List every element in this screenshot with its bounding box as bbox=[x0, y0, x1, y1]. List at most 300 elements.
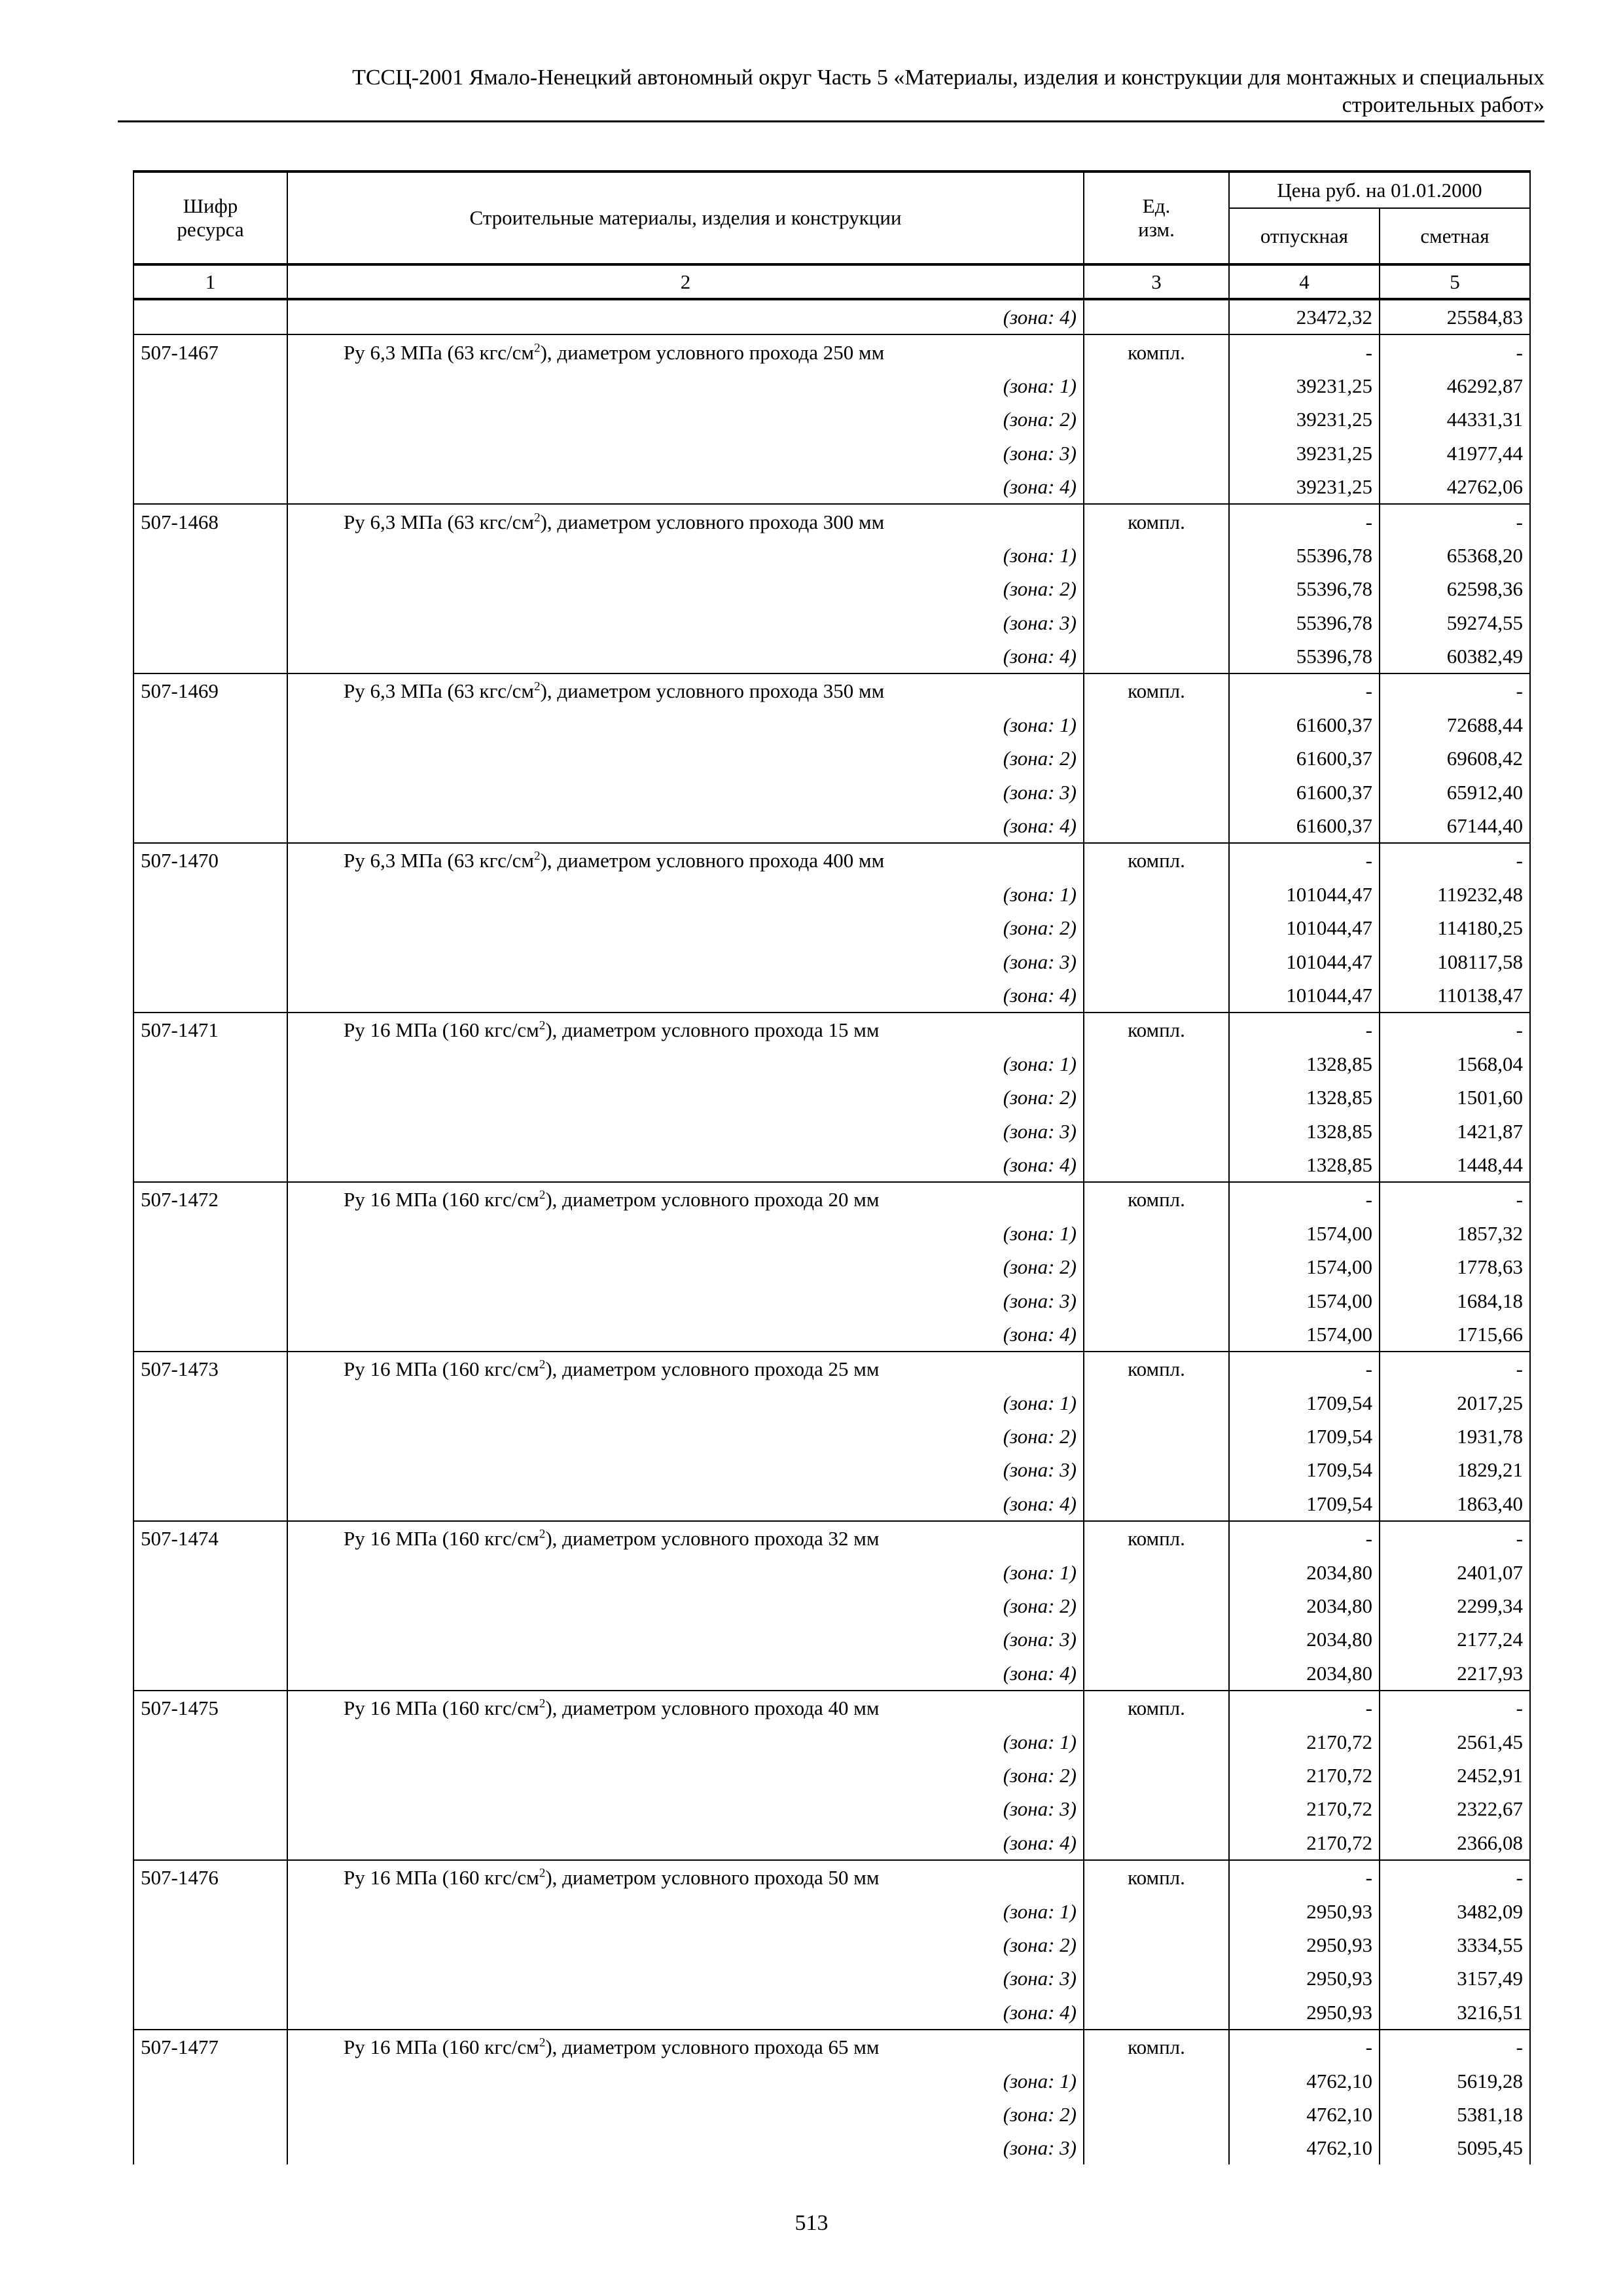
unit bbox=[1084, 1623, 1229, 1656]
running-header-line-1: ТССЦ-2001 Ямало-Ненецкий автономный округ Часть 5 «Материалы, изделия и конструкции для монтажных и специальных bbox=[352, 65, 1544, 90]
release-price: 1328,85 bbox=[1229, 1047, 1380, 1081]
unit bbox=[1084, 1386, 1229, 1420]
zone-number: 4 bbox=[1060, 645, 1070, 668]
zone-suffix: ) bbox=[1069, 2136, 1077, 2160]
release-price: 1709,54 bbox=[1229, 1453, 1380, 1486]
table-row-zone bbox=[134, 470, 1530, 504]
table-row-resource bbox=[134, 1352, 1530, 1386]
zone-suffix: ) bbox=[1069, 2000, 1077, 2024]
resource-code bbox=[134, 572, 287, 605]
unit: компл. bbox=[1084, 1860, 1229, 1894]
zone-number: 2 bbox=[1060, 1763, 1070, 1787]
zone-number: 3 bbox=[1060, 1797, 1070, 1821]
resource-code bbox=[134, 1047, 287, 1081]
table-row-zone bbox=[134, 1589, 1530, 1623]
estimate-price: 119232,48 bbox=[1380, 878, 1530, 911]
estimate-price: 2452,91 bbox=[1380, 1759, 1530, 1792]
unit: компл. bbox=[1084, 673, 1229, 708]
release-price: - bbox=[1229, 1013, 1380, 1047]
unit bbox=[1084, 1081, 1229, 1114]
resource-code bbox=[134, 1114, 287, 1147]
resource-code: 507-1474 bbox=[134, 1521, 287, 1555]
resource-code bbox=[134, 742, 287, 775]
release-price: - bbox=[1229, 1182, 1380, 1216]
description-part: 2 bbox=[539, 1866, 546, 1880]
zone-number: 3 bbox=[1060, 1967, 1070, 1990]
zone-prefix: (зона: bbox=[1003, 950, 1060, 973]
unit bbox=[1084, 809, 1229, 843]
zone-label bbox=[287, 639, 1084, 673]
release-price: 61600,37 bbox=[1229, 742, 1380, 775]
unit bbox=[1084, 1962, 1229, 1995]
table-row-zone bbox=[134, 369, 1530, 403]
zone-number: 4 bbox=[1060, 1661, 1070, 1685]
zone-label bbox=[287, 1657, 1084, 1691]
zone-number: 4 bbox=[1060, 2000, 1070, 2024]
column-header-price: Цена руб. на 01.01.2000 bbox=[1229, 171, 1530, 208]
table-row-zone bbox=[134, 1996, 1530, 2030]
zone-suffix: ) bbox=[1069, 645, 1077, 668]
estimate-price: 46292,87 bbox=[1380, 369, 1530, 403]
resource-description bbox=[287, 504, 1084, 538]
release-price: - bbox=[1229, 334, 1380, 368]
estimate-price: 1501,60 bbox=[1380, 1081, 1530, 1114]
resource-code: 507-1467 bbox=[134, 334, 287, 368]
estimate-price: 1778,63 bbox=[1380, 1250, 1530, 1283]
resource-code bbox=[134, 1759, 287, 1792]
resource-code bbox=[134, 1217, 287, 1250]
zone-suffix: ) bbox=[1069, 1933, 1077, 1956]
zone-number: 3 bbox=[1060, 611, 1070, 634]
release-price: - bbox=[1229, 1691, 1380, 1725]
zone-prefix: (зона: bbox=[1003, 1086, 1060, 1109]
unit bbox=[1084, 978, 1229, 1013]
resource-code bbox=[134, 944, 287, 978]
zone-number: 3 bbox=[1060, 1458, 1070, 1482]
price-table-body bbox=[134, 299, 1530, 2164]
release-price: - bbox=[1229, 504, 1380, 538]
zone-prefix: (зона: bbox=[1003, 2102, 1060, 2126]
column-number-2: 2 bbox=[287, 264, 1084, 299]
estimate-price: - bbox=[1380, 1352, 1530, 1386]
estimate-price: 114180,25 bbox=[1380, 911, 1530, 944]
table-row-resource bbox=[134, 1013, 1530, 1047]
resource-code bbox=[134, 1555, 287, 1588]
description-part: 2 bbox=[539, 1527, 546, 1541]
resource-code bbox=[134, 1589, 287, 1623]
zone-number: 1 bbox=[1060, 374, 1070, 397]
resource-code bbox=[134, 1487, 287, 1521]
resource-code bbox=[134, 978, 287, 1013]
resource-code bbox=[134, 639, 287, 673]
resource-code: 507-1470 bbox=[134, 843, 287, 877]
zone-suffix: ) bbox=[1069, 1560, 1077, 1584]
zone-suffix: ) bbox=[1069, 1255, 1077, 1279]
zone-prefix: (зона: bbox=[1003, 1153, 1060, 1176]
zone-prefix: (зона: bbox=[1003, 1899, 1060, 1923]
unit bbox=[1084, 1555, 1229, 1588]
description-part: ), диаметром условного прохода 300 мм bbox=[540, 510, 885, 533]
description-part: ), диаметром условного прохода 50 мм bbox=[545, 1866, 880, 1890]
zone-suffix: ) bbox=[1069, 814, 1077, 838]
description-part: ), диаметром условного прохода 350 мм bbox=[540, 679, 885, 703]
estimate-price: 110138,47 bbox=[1380, 978, 1530, 1013]
estimate-price: 42762,06 bbox=[1380, 470, 1530, 504]
unit bbox=[1084, 1894, 1229, 1928]
zone-suffix: ) bbox=[1069, 1797, 1077, 1821]
table-row-resource bbox=[134, 1521, 1530, 1555]
estimate-price: 2017,25 bbox=[1380, 1386, 1530, 1420]
zone-suffix: ) bbox=[1069, 374, 1077, 397]
release-price: 1328,85 bbox=[1229, 1114, 1380, 1147]
zone-number: 1 bbox=[1060, 1391, 1070, 1414]
zone-prefix: (зона: bbox=[1003, 441, 1060, 465]
zone-prefix: (зона: bbox=[1003, 2069, 1060, 2092]
table-row-zone bbox=[134, 1420, 1530, 1453]
release-price: 2170,72 bbox=[1229, 1792, 1380, 1825]
table-row-zone bbox=[134, 572, 1530, 605]
release-price: - bbox=[1229, 1860, 1380, 1894]
resource-description bbox=[287, 1013, 1084, 1047]
unit bbox=[1084, 1148, 1229, 1182]
zone-label bbox=[287, 1148, 1084, 1182]
resource-code bbox=[134, 470, 287, 504]
unit bbox=[1084, 606, 1229, 639]
resource-description bbox=[287, 1521, 1084, 1555]
unit: компл. bbox=[1084, 1352, 1229, 1386]
release-price: 2034,80 bbox=[1229, 1589, 1380, 1623]
release-price: 55396,78 bbox=[1229, 606, 1380, 639]
zone-prefix: (зона: bbox=[1003, 611, 1060, 634]
release-price: 2034,80 bbox=[1229, 1657, 1380, 1691]
resource-description bbox=[287, 2030, 1084, 2064]
zone-prefix: (зона: bbox=[1003, 1797, 1060, 1821]
estimate-price: 5381,18 bbox=[1380, 2098, 1530, 2131]
estimate-price: 69608,42 bbox=[1380, 742, 1530, 775]
zone-suffix: ) bbox=[1069, 306, 1077, 329]
unit: компл. bbox=[1084, 334, 1229, 368]
resource-code bbox=[134, 1283, 287, 1317]
resource-description bbox=[287, 673, 1084, 708]
unit bbox=[1084, 1217, 1229, 1250]
zone-label bbox=[287, 1623, 1084, 1656]
zone-suffix: ) bbox=[1069, 1899, 1077, 1923]
zone-prefix: (зона: bbox=[1003, 916, 1060, 940]
zone-number: 2 bbox=[1060, 1086, 1070, 1109]
table-row-resource bbox=[134, 843, 1530, 877]
unit: компл. bbox=[1084, 1521, 1229, 1555]
column-number-3: 3 bbox=[1084, 264, 1229, 299]
zone-label bbox=[287, 878, 1084, 911]
release-price: 1709,54 bbox=[1229, 1386, 1380, 1420]
resource-code: 507-1472 bbox=[134, 1182, 287, 1216]
zone-label bbox=[287, 1250, 1084, 1283]
zone-suffix: ) bbox=[1069, 1391, 1077, 1414]
zone-label bbox=[287, 1928, 1084, 1962]
zone-label bbox=[287, 1217, 1084, 1250]
zone-number: 2 bbox=[1060, 1933, 1070, 1956]
resource-code bbox=[134, 1081, 287, 1114]
table-row-carryover bbox=[134, 299, 1530, 334]
table-row-zone bbox=[134, 1725, 1530, 1758]
description-part: ), диаметром условного прохода 20 мм bbox=[545, 1188, 880, 1211]
zone-label bbox=[287, 2064, 1084, 2097]
release-price: 39231,25 bbox=[1229, 437, 1380, 470]
unit bbox=[1084, 403, 1229, 436]
release-price: - bbox=[1229, 2030, 1380, 2064]
unit bbox=[1084, 1657, 1229, 1691]
zone-label bbox=[287, 1318, 1084, 1352]
table-row-zone bbox=[134, 1386, 1530, 1420]
zone-number: 1 bbox=[1060, 543, 1070, 567]
estimate-price: 59274,55 bbox=[1380, 606, 1530, 639]
zone-prefix: (зона: bbox=[1003, 2000, 1060, 2024]
unit bbox=[1084, 944, 1229, 978]
zone-suffix: ) bbox=[1069, 441, 1077, 465]
zone-suffix: ) bbox=[1069, 1730, 1077, 1753]
zone-prefix: (зона: bbox=[1003, 713, 1060, 736]
estimate-price: 1863,40 bbox=[1380, 1487, 1530, 1521]
table-row-zone bbox=[134, 1283, 1530, 1317]
table-row-resource bbox=[134, 673, 1530, 708]
resource-code bbox=[134, 1657, 287, 1691]
zone-number: 3 bbox=[1060, 441, 1070, 465]
unit bbox=[1084, 878, 1229, 911]
estimate-price: 3334,55 bbox=[1380, 1928, 1530, 1962]
description-part: Ру 16 МПа (160 кгс/см bbox=[344, 1696, 539, 1720]
table-row-zone bbox=[134, 2131, 1530, 2164]
estimate-price: - bbox=[1380, 1182, 1530, 1216]
zone-number: 4 bbox=[1060, 306, 1070, 329]
zone-label bbox=[287, 470, 1084, 504]
release-price: - bbox=[1229, 1521, 1380, 1555]
table-row-resource bbox=[134, 504, 1530, 538]
zone-prefix: (зона: bbox=[1003, 1221, 1060, 1245]
zone-prefix: (зона: bbox=[1003, 1255, 1060, 1279]
table-row-zone bbox=[134, 539, 1530, 572]
table-row-zone bbox=[134, 2064, 1530, 2097]
zone-label bbox=[287, 2131, 1084, 2164]
estimate-price: - bbox=[1380, 1691, 1530, 1725]
estimate-price: 60382,49 bbox=[1380, 639, 1530, 673]
resource-code bbox=[134, 708, 287, 742]
release-price: 101044,47 bbox=[1229, 911, 1380, 944]
description-part: Ру 16 МПа (160 кгс/см bbox=[344, 1018, 539, 1042]
release-price: 55396,78 bbox=[1229, 639, 1380, 673]
zone-label bbox=[287, 1962, 1084, 1995]
column-header-estimate-price: сметная bbox=[1380, 208, 1530, 264]
zone-suffix: ) bbox=[1069, 611, 1077, 634]
table-row-zone bbox=[134, 911, 1530, 944]
description-part: 2 bbox=[539, 1189, 546, 1203]
unit bbox=[1084, 2131, 1229, 2164]
description-part: Ру 16 МПа (160 кгс/см bbox=[344, 1866, 539, 1890]
resource-code bbox=[134, 1420, 287, 1453]
estimate-price: 62598,36 bbox=[1380, 572, 1530, 605]
zone-label bbox=[287, 911, 1084, 944]
table-row-zone bbox=[134, 708, 1530, 742]
zone-number: 1 bbox=[1060, 1899, 1070, 1923]
resource-description bbox=[287, 843, 1084, 877]
unit bbox=[1084, 2098, 1229, 2131]
zone-suffix: ) bbox=[1069, 1628, 1077, 1651]
estimate-price: - bbox=[1380, 2030, 1530, 2064]
resource-code: 507-1477 bbox=[134, 2030, 287, 2064]
estimate-price: 65912,40 bbox=[1380, 775, 1530, 808]
unit bbox=[1084, 1725, 1229, 1758]
zone-label bbox=[287, 978, 1084, 1013]
zone-label bbox=[287, 1081, 1084, 1114]
zone-prefix: (зона: bbox=[1003, 1391, 1060, 1414]
description-part: Ру 6,3 МПа (63 кгс/см bbox=[344, 510, 535, 533]
description-part: 2 bbox=[539, 1357, 546, 1372]
resource-code bbox=[134, 2064, 287, 2097]
release-price: 1574,00 bbox=[1229, 1217, 1380, 1250]
zone-prefix: (зона: bbox=[1003, 1052, 1060, 1075]
release-price: 61600,37 bbox=[1229, 809, 1380, 843]
running-header bbox=[131, 64, 1544, 119]
zone-label bbox=[287, 539, 1084, 572]
unit bbox=[1084, 1759, 1229, 1792]
estimate-price: 2217,93 bbox=[1380, 1657, 1530, 1691]
zone-suffix: ) bbox=[1069, 1458, 1077, 1482]
estimate-price: 3216,51 bbox=[1380, 1996, 1530, 2030]
release-price: 101044,47 bbox=[1229, 978, 1380, 1013]
column-header-code: Шифр ресурса bbox=[134, 171, 287, 264]
estimate-price: 1448,44 bbox=[1380, 1148, 1530, 1182]
zone-number: 4 bbox=[1060, 475, 1070, 499]
zone-prefix: (зона: bbox=[1003, 2136, 1060, 2160]
description-part: Ру 6,3 МПа (63 кгс/см bbox=[344, 340, 535, 364]
unit bbox=[1084, 369, 1229, 403]
zone-suffix: ) bbox=[1069, 1661, 1077, 1685]
zone-suffix: ) bbox=[1069, 882, 1077, 906]
table-row-zone bbox=[134, 1081, 1530, 1114]
description-part: Ру 16 МПа (160 кгс/см bbox=[344, 1527, 539, 1551]
unit bbox=[1084, 1047, 1229, 1081]
description-part: Ру 6,3 МПа (63 кгс/см bbox=[344, 849, 535, 872]
release-price: 61600,37 bbox=[1229, 708, 1380, 742]
unit bbox=[1084, 437, 1229, 470]
release-price: 2170,72 bbox=[1229, 1826, 1380, 1860]
zone-number: 4 bbox=[1060, 1153, 1070, 1176]
resource-code bbox=[134, 1996, 287, 2030]
zone-number: 2 bbox=[1060, 2102, 1070, 2126]
release-price: 4762,10 bbox=[1229, 2131, 1380, 2164]
estimate-price: 25584,83 bbox=[1380, 299, 1530, 334]
release-price: 1709,54 bbox=[1229, 1487, 1380, 1521]
header-divider bbox=[118, 120, 1544, 122]
table-row-zone bbox=[134, 978, 1530, 1013]
unit: компл. bbox=[1084, 843, 1229, 877]
resource-code bbox=[134, 1725, 287, 1758]
zone-suffix: ) bbox=[1069, 916, 1077, 940]
resource-code: 507-1475 bbox=[134, 1691, 287, 1725]
table-row-zone bbox=[134, 1453, 1530, 1486]
unit bbox=[1084, 572, 1229, 605]
zone-label bbox=[287, 572, 1084, 605]
estimate-price: 3157,49 bbox=[1380, 1962, 1530, 1995]
zone-label bbox=[287, 1555, 1084, 1588]
table-row-zone bbox=[134, 1759, 1530, 1792]
estimate-price: 2177,24 bbox=[1380, 1623, 1530, 1656]
zone-label bbox=[287, 1996, 1084, 2030]
unit bbox=[1084, 299, 1229, 334]
zone-suffix: ) bbox=[1069, 1425, 1077, 1448]
table-row-zone bbox=[134, 1114, 1530, 1147]
zone-label bbox=[287, 2098, 1084, 2131]
zone-label bbox=[287, 775, 1084, 808]
zone-suffix: ) bbox=[1069, 1967, 1077, 1990]
zone-number: 3 bbox=[1060, 950, 1070, 973]
zone-label bbox=[287, 1894, 1084, 1928]
estimate-price: 1829,21 bbox=[1380, 1453, 1530, 1486]
release-price: - bbox=[1229, 1352, 1380, 1386]
zone-number: 3 bbox=[1060, 1628, 1070, 1651]
zone-suffix: ) bbox=[1069, 1289, 1077, 1312]
unit bbox=[1084, 539, 1229, 572]
estimate-price: - bbox=[1380, 504, 1530, 538]
table-row-zone bbox=[134, 742, 1530, 775]
estimate-price: 72688,44 bbox=[1380, 708, 1530, 742]
release-price: - bbox=[1229, 673, 1380, 708]
release-price: 2170,72 bbox=[1229, 1759, 1380, 1792]
zone-label bbox=[287, 1589, 1084, 1623]
column-header-description: Строительные материалы, изделия и конструкции bbox=[287, 171, 1084, 264]
resource-code bbox=[134, 369, 287, 403]
unit bbox=[1084, 1250, 1229, 1283]
resource-code bbox=[134, 299, 287, 334]
zone-prefix: (зона: bbox=[1003, 1730, 1060, 1753]
table-row-zone bbox=[134, 1657, 1530, 1691]
zone-number: 2 bbox=[1060, 1255, 1070, 1279]
zone-suffix: ) bbox=[1069, 1221, 1077, 1245]
unit bbox=[1084, 470, 1229, 504]
table-row-zone bbox=[134, 1250, 1530, 1283]
unit: компл. bbox=[1084, 1182, 1229, 1216]
description-part: Ру 6,3 МПа (63 кгс/см bbox=[344, 679, 535, 703]
unit bbox=[1084, 742, 1229, 775]
page-number: 513 bbox=[794, 2211, 829, 2235]
release-price: 2950,93 bbox=[1229, 1928, 1380, 1962]
unit bbox=[1084, 911, 1229, 944]
zone-label bbox=[287, 1453, 1084, 1486]
estimate-price: 67144,40 bbox=[1380, 809, 1530, 843]
zone-label bbox=[287, 1283, 1084, 1317]
unit: компл. bbox=[1084, 504, 1229, 538]
table-row-zone bbox=[134, 639, 1530, 673]
estimate-price: 1931,78 bbox=[1380, 1420, 1530, 1453]
description-part: ), диаметром условного прохода 65 мм bbox=[545, 2036, 880, 2059]
unit bbox=[1084, 775, 1229, 808]
release-price: 39231,25 bbox=[1229, 369, 1380, 403]
table-row-resource bbox=[134, 1182, 1530, 1216]
description-part: Ру 16 МПа (160 кгс/см bbox=[344, 2036, 539, 2059]
zone-suffix: ) bbox=[1069, 577, 1077, 601]
resource-code bbox=[134, 775, 287, 808]
unit bbox=[1084, 1453, 1229, 1486]
resource-description bbox=[287, 1182, 1084, 1216]
table-row-zone bbox=[134, 437, 1530, 470]
release-price: 4762,10 bbox=[1229, 2064, 1380, 2097]
release-price: 101044,47 bbox=[1229, 944, 1380, 978]
table-row-resource bbox=[134, 2030, 1530, 2064]
release-price: 61600,37 bbox=[1229, 775, 1380, 808]
resource-code bbox=[134, 1962, 287, 1995]
estimate-price: 2322,67 bbox=[1380, 1792, 1530, 1825]
unit bbox=[1084, 2064, 1229, 2097]
zone-prefix: (зона: bbox=[1003, 747, 1060, 770]
